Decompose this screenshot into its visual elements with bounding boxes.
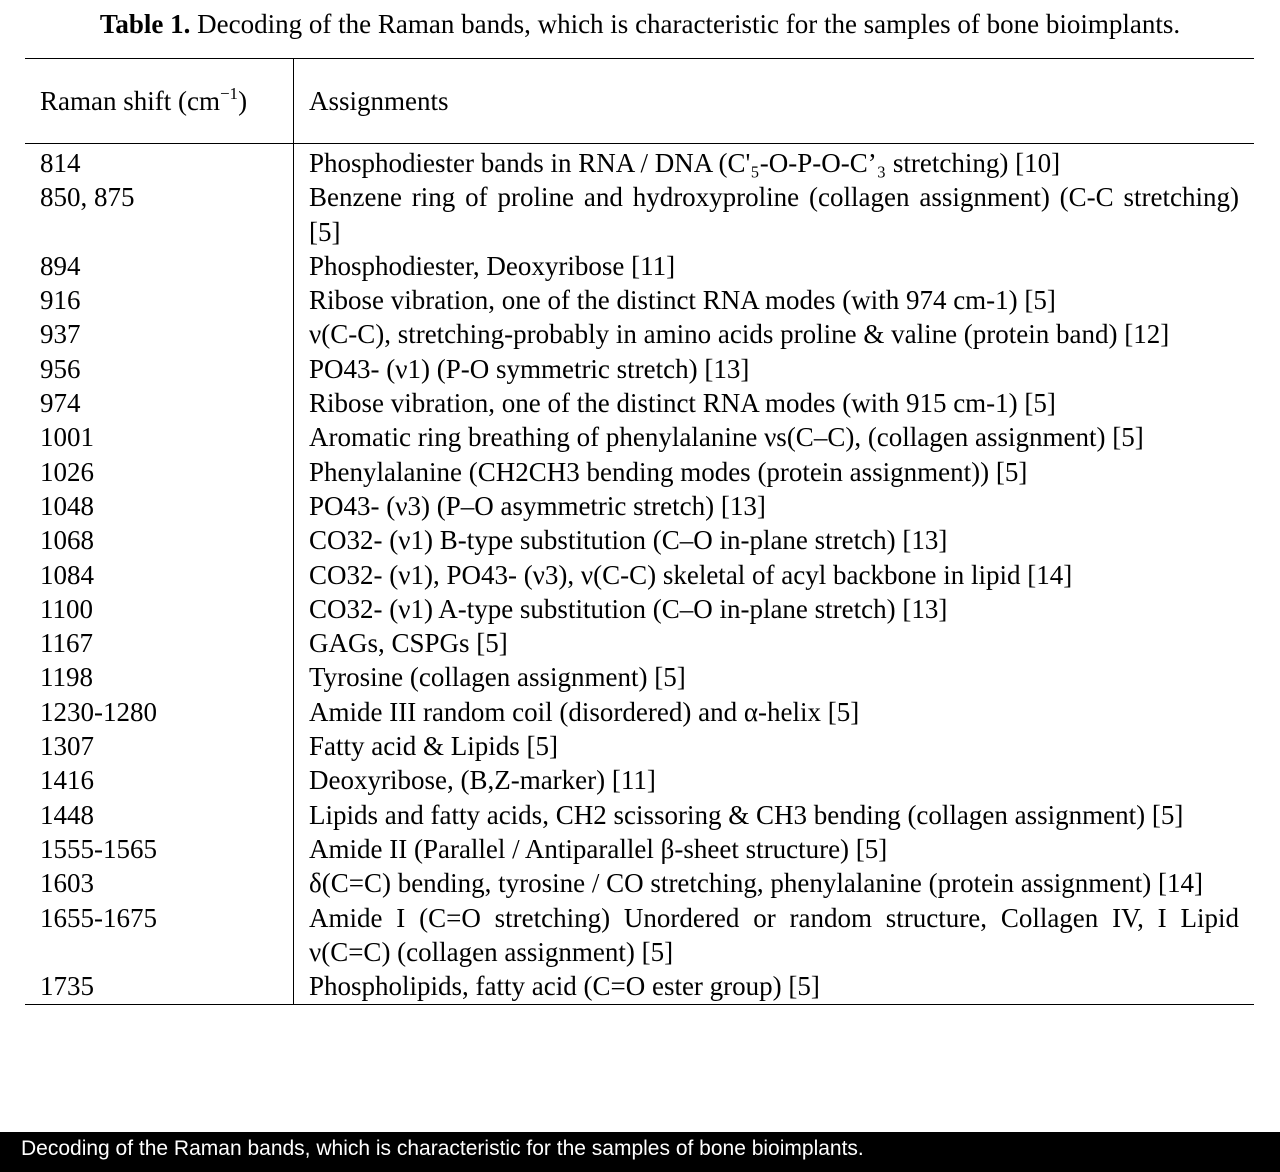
assignment-cell: δ(C=C) bending, tyrosine / CO stretching, phenylalanine (protein assignment) [14] — [309, 868, 1204, 899]
raman-shift-cell: 1084 — [40, 559, 94, 590]
assignment-cell: Amide III random coil (disordered) and α-helix [5] — [309, 696, 860, 727]
header-assignments: Assignments — [309, 85, 449, 116]
raman-shift-cell: 916 — [40, 285, 81, 316]
table-row — [25, 866, 1254, 900]
table-row — [25, 592, 1254, 626]
assignment-cell: Fatty acid & Lipids [5] — [309, 731, 558, 762]
figure-caption: Decoding of the Raman bands, which is characteristic for the samples of bone bioimplants. — [0, 1132, 1280, 1172]
assignment-cell: Tyrosine (collagen assignment) [5] — [309, 662, 686, 693]
assignment-cell: Deoxyribose, (B,Z-marker) [11] — [309, 765, 656, 796]
raman-shift-cell: 850, 875 — [40, 182, 135, 213]
table-row — [25, 283, 1254, 317]
raman-shift-cell: 1167 — [40, 628, 93, 659]
raman-shift-cell: 956 — [40, 353, 81, 384]
table-title-label: Table 1. — [99, 9, 191, 39]
raman-shift-cell: 1307 — [40, 731, 94, 762]
assignment-cell: Phospholipids, fatty acid (C=O ester group) [5] — [309, 971, 820, 1002]
table-row — [25, 420, 1254, 454]
table-row — [25, 455, 1254, 489]
header-raman-shift: Raman shift $(cm^{-1})$ — [40, 83, 248, 116]
assignment-cell: Amide I (C=O stretching) Unordered or random structure, Collagen IV, I Lipid ν(C=C) (collagen assignment) [5] — [309, 902, 1239, 967]
assignment-cell: Amide II (Parallel / Antiparallel β-sheet structure) [5] — [309, 833, 888, 864]
table-row — [25, 489, 1254, 523]
table-row — [25, 249, 1254, 283]
assignment-cell: Aromatic ring breathing of phenylalanine νs(C–C), (collagen assignment) [5] — [309, 422, 1144, 453]
table-row — [25, 763, 1254, 797]
table-body — [25, 144, 1254, 1004]
table-row — [25, 523, 1254, 557]
assignment-cell: PO43- (ν3) (P–O asymmetric stretch) [13] — [309, 490, 766, 521]
raman-shift-cell: 1048 — [40, 490, 94, 521]
assignment-cell: Ribose vibration, one of the distinct RNA modes (with 974 cm-1) [5] — [309, 285, 1056, 316]
assignment-cell: CO32- (ν1) A-type substitution (C–O in-plane stretch) [13] — [309, 593, 948, 624]
table-header-row — [25, 59, 1254, 144]
table-row — [25, 798, 1254, 832]
table-row — [25, 729, 1254, 763]
table-row — [25, 901, 1254, 970]
table-title — [0, 6, 1280, 42]
assignment-cell: PO43- (ν1) (P-O symmetric stretch) [13] — [309, 353, 750, 384]
assignment-cell: CO32- (ν1) B-type substitution (C–O in-plane stretch) [13] — [309, 525, 948, 556]
assignment-cell: Lipids and fatty acids, CH2 scissoring & CH3 bending (collagen assignment) [5] — [309, 799, 1184, 830]
raman-shift-cell: 1001 — [40, 422, 94, 453]
raman-shift-cell: 1448 — [40, 799, 94, 830]
assignment-cell: Ribose vibration, one of the distinct RNA modes (with 915 cm-1) [5] — [309, 388, 1056, 419]
assignment-cell: Phenylalanine (CH2CH3 bending modes (protein assignment)) [5] — [309, 456, 1028, 487]
raman-shift-cell: 974 — [40, 388, 81, 419]
raman-shift-cell: 814 — [40, 148, 81, 178]
table-row — [25, 695, 1254, 729]
raman-shift-cell: 1198 — [40, 662, 93, 693]
raman-shift-cell: 1555-1565 — [40, 833, 157, 864]
table-row — [25, 317, 1254, 351]
assignment-cell: Benzene ring of proline and hydroxyproline (collagen assignment) (C-C stretching) [5] — [309, 182, 1239, 247]
raman-table — [25, 58, 1254, 1005]
table-row — [25, 969, 1254, 1003]
raman-shift-cell: 937 — [40, 319, 81, 350]
raman-shift-cell: 1026 — [40, 456, 94, 487]
raman-shift-cell: 1603 — [40, 868, 94, 899]
assignment-cell: GAGs, CSPGs [5] — [309, 628, 508, 659]
table-title-text: Decoding of the Raman bands, which is characteristic for the samples of bone bioimplants. — [190, 9, 1181, 39]
raman-shift-cell: 1068 — [40, 525, 94, 556]
raman-shift-cell: 1655-1675 — [40, 902, 157, 933]
assignment-cell: ν(C-C), stretching-probably in amino acids proline & valine (protein band) [12] — [309, 319, 1170, 350]
table-row — [25, 626, 1254, 660]
table-row — [25, 180, 1254, 249]
table-row — [25, 386, 1254, 420]
table-row — [25, 832, 1254, 866]
table-row — [25, 660, 1254, 694]
raman-shift-cell: 1416 — [40, 765, 94, 796]
raman-shift-cell: 894 — [40, 250, 81, 281]
assignment-cell: CO32- (ν1), PO43- (ν3), ν(C-C) skeletal of acyl backbone in lipid [14] — [309, 559, 1073, 590]
table-row — [25, 146, 1254, 180]
raman-shift-cell: 1100 — [40, 593, 93, 624]
column-divider — [293, 59, 294, 1004]
raman-shift-cell: 1735 — [40, 971, 94, 1002]
header-superscript: −1 — [219, 83, 239, 103]
table-row — [25, 558, 1254, 592]
assignment-cell: Phosphodiester bands in RNA / DNA (C'₅-O-P-O-C’₃ stretching) [10] — [309, 148, 1061, 178]
table-row — [25, 352, 1254, 386]
assignment-cell: Phosphodiester, Deoxyribose [11] — [309, 250, 676, 281]
raman-shift-cell: 1230-1280 — [40, 696, 157, 727]
